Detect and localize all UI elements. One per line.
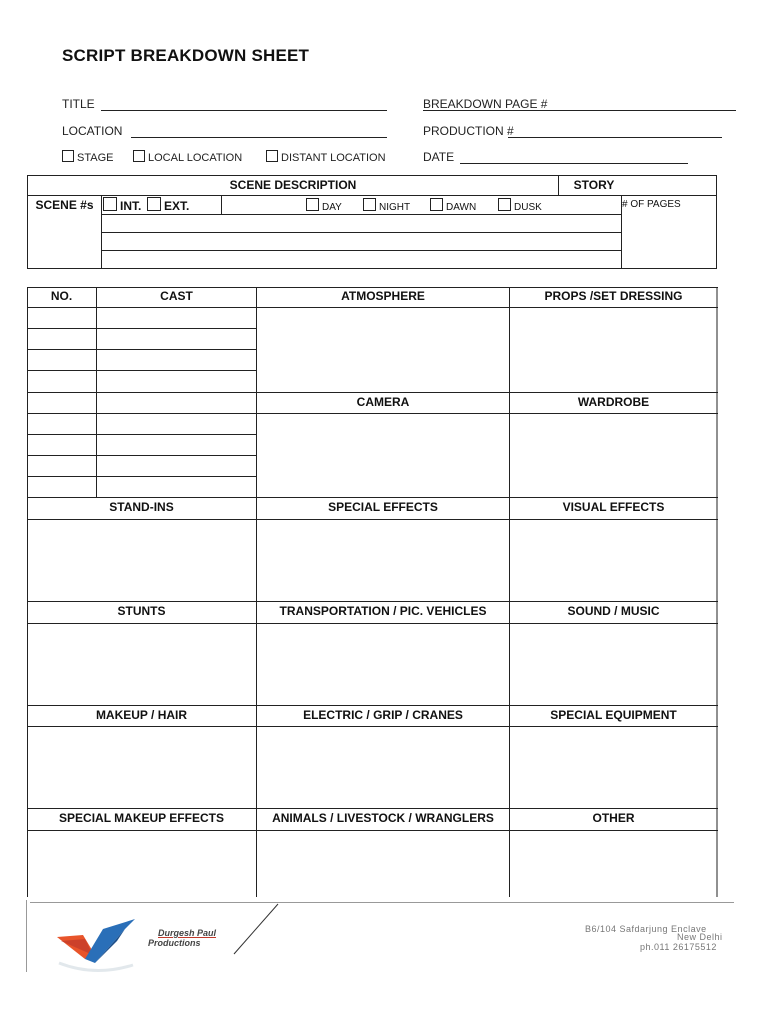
description-line[interactable]: [101, 250, 622, 251]
story-heading: STORY: [573, 178, 615, 192]
title-field[interactable]: [101, 110, 387, 111]
location-label: LOCATION: [62, 124, 123, 138]
company-name: Durgesh Paul: [158, 928, 217, 938]
electric-heading: ELECTRIC / GRIP / CRANES: [303, 708, 463, 722]
divider: [28, 195, 716, 196]
address-line-2: New Delhi: [677, 932, 723, 942]
dawn-option[interactable]: [430, 198, 476, 213]
atmosphere-heading: ATMOSPHERE: [341, 289, 425, 303]
dusk-checkbox[interactable]: [498, 198, 511, 211]
slash-mark: [230, 902, 280, 957]
night-option[interactable]: [363, 198, 410, 213]
sound-music-heading: SOUND / MUSIC: [567, 604, 660, 618]
breakdown-page-label: BREAKDOWN PAGE #: [423, 97, 548, 111]
int-checkbox[interactable]: [103, 197, 117, 211]
night-label: NIGHT: [379, 202, 411, 213]
footer-left-border: [26, 900, 27, 972]
pages-heading: # OF PAGES: [622, 199, 681, 210]
scene-description-heading: SCENE DESCRIPTION: [229, 178, 357, 192]
dusk-label: DUSK: [514, 202, 542, 213]
other-heading: OTHER: [592, 811, 635, 825]
makeup-hair-heading: MAKEUP / HAIR: [95, 708, 188, 722]
distant-location-label: DISTANT LOCATION: [281, 152, 386, 164]
stage-option[interactable]: [62, 150, 113, 164]
ext-option[interactable]: [147, 197, 189, 213]
ext-label: EXT.: [164, 199, 190, 213]
date-label: DATE: [423, 150, 455, 164]
dusk-option[interactable]: [498, 198, 542, 213]
distant-location-checkbox[interactable]: [266, 150, 278, 162]
visual-effects-heading: VISUAL EFFECTS: [562, 500, 665, 514]
company-logo: [55, 915, 140, 975]
wardrobe-heading: WARDROBE: [577, 395, 650, 409]
no-heading: NO.: [50, 289, 73, 303]
animals-heading: ANIMALS / LIVESTOCK / WRANGLERS: [272, 811, 494, 825]
local-location-label: LOCAL LOCATION: [148, 152, 243, 164]
stage-checkbox[interactable]: [62, 150, 74, 162]
day-checkbox[interactable]: [306, 198, 319, 211]
day-label: DAY: [322, 202, 342, 213]
breakdown-page-field[interactable]: [423, 110, 736, 111]
stand-ins-heading: STAND-INS: [109, 500, 174, 514]
cast-heading: CAST: [160, 289, 193, 303]
breakdown-grid: [27, 287, 718, 898]
scene-description-table: [27, 175, 717, 269]
location-field[interactable]: [131, 137, 387, 138]
distant-location-option[interactable]: [266, 150, 386, 164]
production-field[interactable]: [508, 137, 722, 138]
int-option[interactable]: [103, 197, 141, 213]
int-label: INT.: [120, 199, 142, 213]
transportation-heading: TRANSPORTATION / PIC. VEHICLES: [279, 604, 487, 618]
address-line-1: B6/104 Safdarjung Enclave: [585, 924, 707, 934]
special-equipment-heading: SPECIAL EQUIPMENT: [550, 708, 677, 722]
grid-lines: [27, 287, 718, 898]
stunts-heading: STUNTS: [117, 604, 166, 618]
day-option[interactable]: [306, 198, 342, 213]
scene-number-heading: SCENE #s: [35, 198, 94, 212]
special-makeup-heading: SPECIAL MAKEUP EFFECTS: [59, 811, 224, 825]
production-label: PRODUCTION #: [423, 124, 514, 138]
dawn-label: DAWN: [446, 202, 477, 213]
divider: [221, 196, 222, 214]
stage-label: STAGE: [77, 152, 114, 164]
ext-checkbox[interactable]: [147, 197, 161, 211]
camera-heading: CAMERA: [356, 395, 410, 409]
title-label: TITLE: [62, 97, 95, 111]
props-heading: PROPS /SET DRESSING: [544, 289, 683, 303]
local-location-option[interactable]: [133, 150, 242, 164]
description-line[interactable]: [101, 232, 622, 233]
footer-divider: [30, 902, 734, 903]
divider: [101, 214, 622, 215]
special-effects-heading: SPECIAL EFFECTS: [328, 500, 438, 514]
date-field[interactable]: [460, 163, 688, 164]
page-title: SCRIPT BREAKDOWN SHEET: [62, 46, 310, 65]
phone-number: ph.011 26175512: [640, 942, 717, 952]
local-location-checkbox[interactable]: [133, 150, 145, 162]
dawn-checkbox[interactable]: [430, 198, 443, 211]
company-subtitle: Productions: [148, 938, 201, 948]
night-checkbox[interactable]: [363, 198, 376, 211]
